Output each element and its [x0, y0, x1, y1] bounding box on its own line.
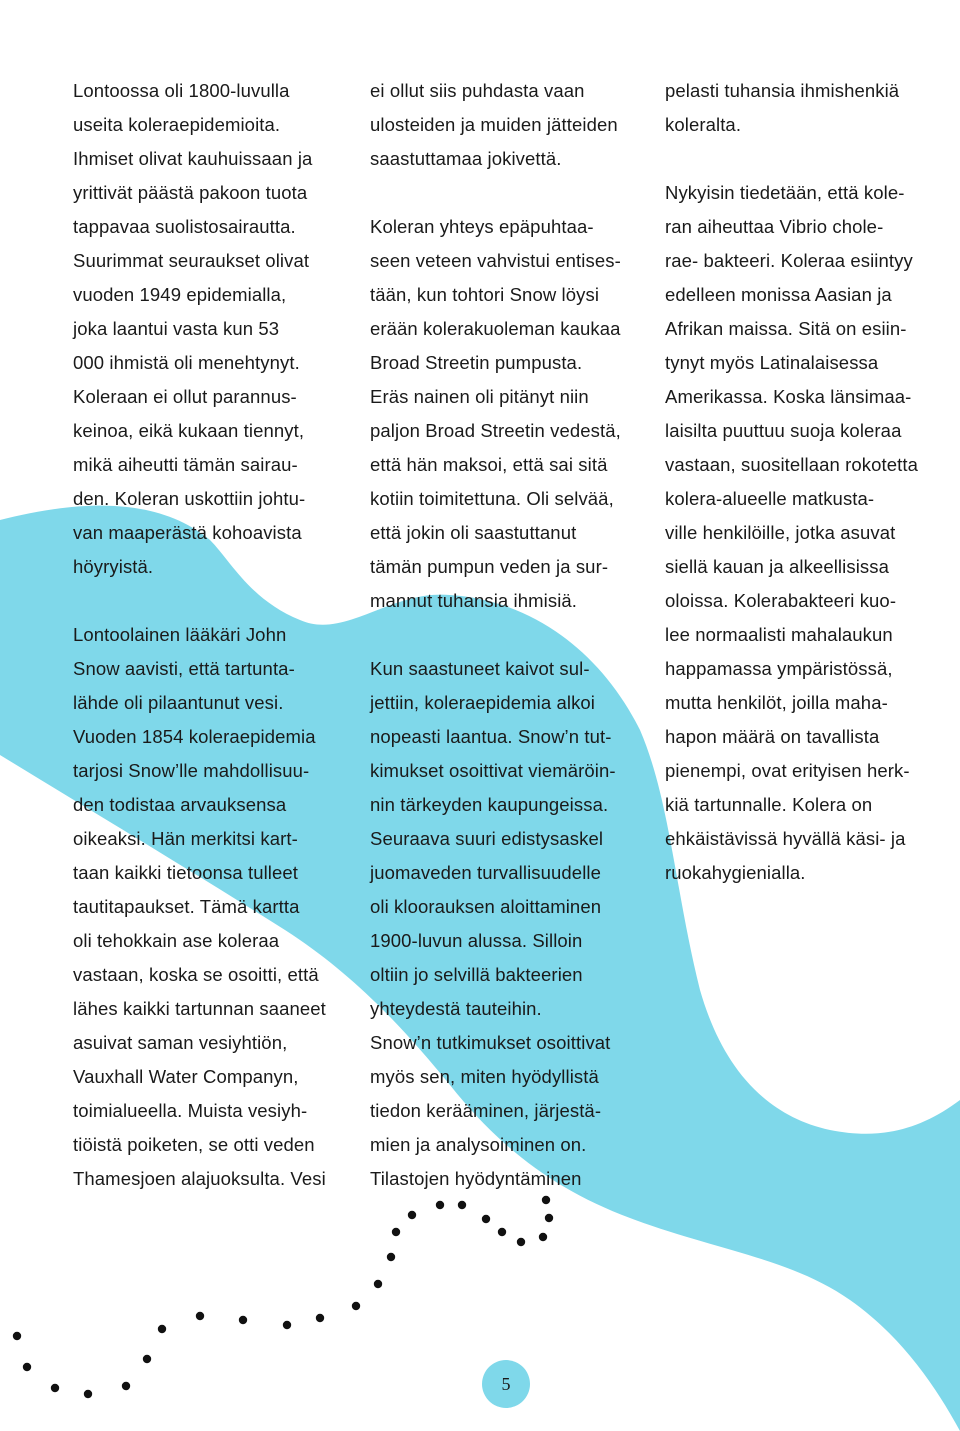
text-line: Tilastojen hyödyntäminen: [370, 1168, 582, 1189]
trail-dot: [374, 1280, 382, 1288]
text-line: vastaan, koska se osoitti, että: [73, 964, 319, 985]
text-line: [665, 142, 950, 176]
dotted-trail: [13, 1196, 553, 1398]
text-line: taan kaikki tietoonsa tulleet: [73, 862, 299, 883]
text-line: lee normaalisti mahalaukun: [665, 624, 893, 645]
text-line: useita koleraepidemioita.: [73, 114, 281, 135]
page-number: 5: [482, 1360, 530, 1408]
text-column-3: [665, 74, 950, 890]
text-line: tynyt myös Latinalaisessa: [665, 352, 879, 373]
text-line: mien ja analysoiminen on.: [370, 1134, 587, 1155]
text-line: tautitapaukset. Tämä kartta: [73, 896, 300, 917]
text-line: ran aiheuttaa Vibrio chole-: [665, 216, 884, 237]
text-line: rae- bakteeri. Koleraa esiintyy: [665, 250, 913, 271]
trail-dot: [458, 1201, 466, 1209]
text-line: Afrikan maissa. Sitä on esiin-: [665, 318, 907, 339]
text-line: tappavaa suolistosairautta.: [73, 216, 296, 237]
trail-dot: [387, 1253, 395, 1261]
text-line: mannut tuhansia ihmisiä.: [370, 590, 578, 611]
trail-dot: [13, 1332, 21, 1340]
text-line: tään, kun tohtori Snow löysi: [370, 284, 600, 305]
text-line: Amerikassa. Koska länsimaa-: [665, 386, 912, 407]
text-line: ehkäistävissä hyvällä käsi- ja: [665, 828, 906, 849]
trail-dot: [482, 1215, 490, 1223]
text-line: jettiin, koleraepidemia alkoi: [370, 692, 596, 713]
text-line: saastuttamaa jokivettä.: [370, 148, 562, 169]
text-line: keinoa, eikä kukaan tiennyt,: [73, 420, 305, 441]
text-line: Broad Streetin pumpusta.: [370, 352, 583, 373]
text-line: den todistaa arvauksensa: [73, 794, 287, 815]
text-line: oli tehokkain ase koleraa: [73, 930, 280, 951]
text-line: Snow aavisti, että tartunta-: [73, 658, 295, 679]
text-line: vuoden 1949 epidemialla,: [73, 284, 287, 305]
text-line: den. Koleran uskottiin johtu-: [73, 488, 306, 509]
text-line: tarjosi Snow’lle mahdollisuu-: [73, 760, 310, 781]
trail-dot: [542, 1196, 550, 1204]
text-line: Seuraava suuri edistysaskel: [370, 828, 604, 849]
text-line: tiöistä poiketen, se otti veden: [73, 1134, 315, 1155]
trail-dot: [158, 1325, 166, 1333]
trail-dot: [539, 1233, 547, 1241]
text-line: hapon määrä on tavallista: [665, 726, 880, 747]
text-line: 000 ihmistä oli menehtynyt.: [73, 352, 300, 373]
text-line: van maaperästä kohoavista: [73, 522, 302, 543]
text-line: Koleraan ei ollut parannus-: [73, 386, 297, 407]
text-line: oli kloorauksen aloittaminen: [370, 896, 602, 917]
trail-dot: [408, 1211, 416, 1219]
text-line: juomaveden turvallisuudelle: [370, 862, 602, 883]
text-line: Nykyisin tiedetään, että kole-: [665, 182, 905, 203]
text-line: paljon Broad Streetin vedestä,: [370, 420, 621, 441]
text-line: että hän maksoi, että sai sitä: [370, 454, 608, 475]
text-line: erään kolerakuoleman kaukaa: [370, 318, 621, 339]
text-line: vastaan, suositellaan rokotetta: [665, 454, 919, 475]
text-line: [370, 618, 650, 652]
text-line: nopeasti laantua. Snow’n tut-: [370, 726, 612, 747]
text-line: ulosteiden ja muiden jätteiden: [370, 114, 618, 135]
text-line: laisilta puuttuu suoja koleraa: [665, 420, 902, 441]
text-line: tiedon kerääminen, järjestä-: [370, 1100, 602, 1121]
text-line: lähes kaikki tartunnan saaneet: [73, 998, 326, 1019]
text-line: Vuoden 1854 koleraepidemia: [73, 726, 316, 747]
text-line: pienempi, ovat erityisen herk-: [665, 760, 910, 781]
trail-dot: [196, 1312, 204, 1320]
text-line: kiä tartunnalle. Kolera on: [665, 794, 873, 815]
text-line: Kun saastuneet kaivot sul-: [370, 658, 590, 679]
text-line: kimukset osoittivat viemäröin-: [370, 760, 616, 781]
text-line: ruokahygienialla.: [665, 862, 806, 883]
trail-dot: [51, 1384, 59, 1392]
text-line: oikeaksi. Hän merkitsi kart-: [73, 828, 298, 849]
trail-dot: [498, 1228, 506, 1236]
text-line: Snow’n tutkimukset osoittivat: [370, 1032, 611, 1053]
trail-dot: [122, 1382, 130, 1390]
text-line: höyryistä.: [73, 556, 154, 577]
text-line: nin tärkeyden kaupungeissa.: [370, 794, 609, 815]
trail-dot: [517, 1238, 525, 1246]
text-line: [370, 176, 650, 210]
text-line: mikä aiheutti tämän sairau-: [73, 454, 298, 475]
trail-dot: [436, 1201, 444, 1209]
text-line: Ihmiset olivat kauhuissaan ja: [73, 148, 313, 169]
text-line: Eräs nainen oli pitänyt niin: [370, 386, 589, 407]
text-line: pelasti tuhansia ihmishenkiä: [665, 80, 900, 101]
text-line: lähde oli pilaantunut vesi.: [73, 692, 284, 713]
text-line: yhteydestä tauteihin.: [370, 998, 542, 1019]
text-line: happamassa ympäristössä,: [665, 658, 893, 679]
text-line: ville henkilöille, jotka asuvat: [665, 522, 896, 543]
trail-dot: [316, 1314, 324, 1322]
text-line: Koleran yhteys epäpuhtaa-: [370, 216, 594, 237]
text-line: koleralta.: [665, 114, 742, 135]
text-line: asuivat saman vesiyhtiön,: [73, 1032, 288, 1053]
text-line: kotiin toimitettuna. Oli selvää,: [370, 488, 614, 509]
trail-dot: [392, 1228, 400, 1236]
trail-dot: [283, 1321, 291, 1329]
trail-dot: [23, 1363, 31, 1371]
text-line: yrittivät päästä pakoon tuota: [73, 182, 308, 203]
text-line: 1900-luvun alussa. Silloin: [370, 930, 583, 951]
text-line: toimialueella. Muista vesiyh-: [73, 1100, 308, 1121]
text-line: Thamesjoen alajuoksulta. Vesi: [73, 1168, 326, 1189]
text-line: ei ollut siis puhdasta vaan: [370, 80, 585, 101]
text-line: joka laantui vasta kun 53: [73, 318, 280, 339]
text-line: oloissa. Kolerabakteeri kuo-: [665, 590, 897, 611]
trail-dot: [545, 1214, 553, 1222]
trail-dot: [143, 1355, 151, 1363]
text-line: tämän pumpun veden ja sur-: [370, 556, 609, 577]
text-line: että jokin oli saastuttanut: [370, 522, 577, 543]
text-line: seen veteen vahvistui entises-: [370, 250, 621, 271]
text-line: mutta henkilöt, joilla maha-: [665, 692, 888, 713]
text-line: edelleen monissa Aasian ja: [665, 284, 892, 305]
trail-dot: [352, 1302, 360, 1310]
text-line: myös sen, miten hyödyllistä: [370, 1066, 599, 1087]
text-line: Suurimmat seuraukset olivat: [73, 250, 310, 271]
text-line: kolera-alueelle matkusta-: [665, 488, 875, 509]
text-line: Vauxhall Water Companyn,: [73, 1066, 299, 1087]
text-column-2: [370, 74, 650, 1196]
text-line: siellä kauan ja alkeellisissa: [665, 556, 889, 577]
text-line: Lontoossa oli 1800-luvulla: [73, 80, 290, 101]
text-column-1: [73, 74, 358, 1196]
trail-dot: [84, 1390, 92, 1398]
trail-dot: [239, 1316, 247, 1324]
text-line: [73, 584, 358, 618]
text-line: Lontoolainen lääkäri John: [73, 624, 287, 645]
text-line: oltiin jo selvillä bakteerien: [370, 964, 583, 985]
